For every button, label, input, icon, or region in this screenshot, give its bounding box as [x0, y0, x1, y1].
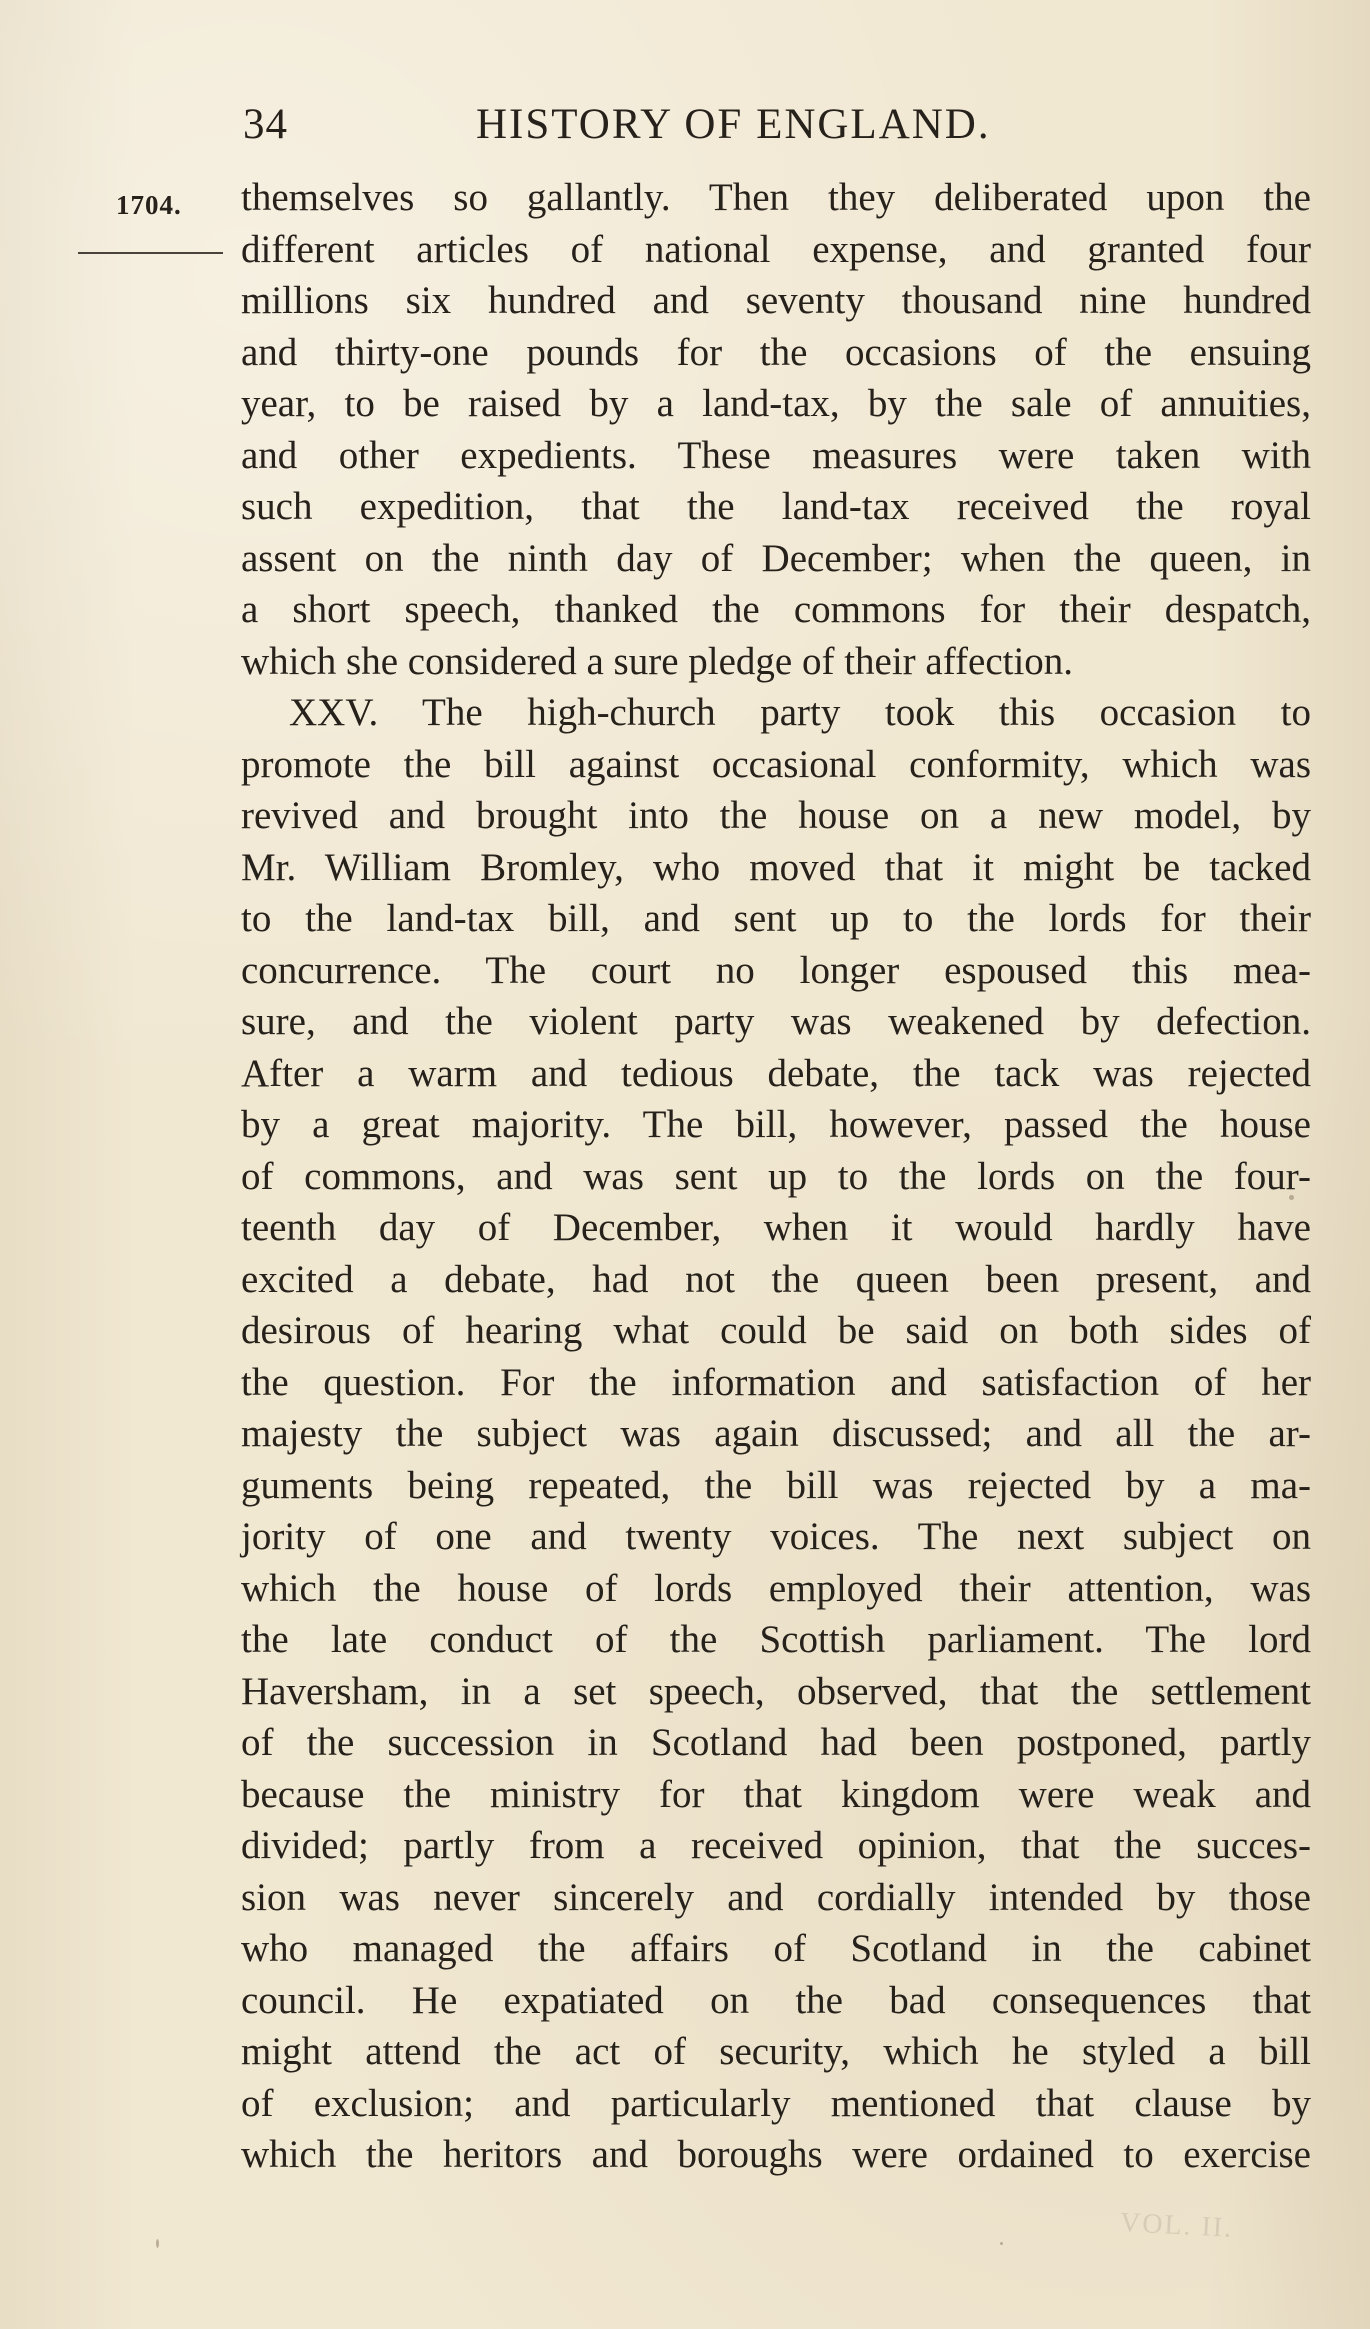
text-line: sion was never sincerely and cordially intended by those — [241, 1875, 1311, 1919]
text-line: which she considered a sure pledge of their affection. — [241, 639, 1074, 683]
text-line: Mr. William Bromley, who moved that it might be tacked — [241, 845, 1311, 889]
text-line: different articles of national expense, and granted four — [241, 227, 1311, 271]
text-line: might attend the act of security, which he styled a bill — [241, 2030, 1311, 2073]
text-line: the question. For the information and satisfaction of her — [241, 1360, 1311, 1404]
text-line: millions six hundred and seventy thousand nine hundred — [241, 279, 1311, 322]
text-line: which the heritors and boroughs were ordained to exercise — [241, 2133, 1311, 2176]
text-line: revived and brought into the house on a new model, by — [241, 794, 1311, 837]
text-line: Haversham, in a set speech, observed, that the settlement — [241, 1669, 1311, 1713]
text-line: majesty the subject was again discussed; and all the ar- — [241, 1412, 1311, 1455]
paragraph-start-line: XXV. The high-church party took this occasion to — [289, 691, 1311, 734]
text-line: and thirty-one pounds for the occasions of the ensuing — [241, 330, 1311, 374]
text-line: a short speech, thanked the commons for their despatch, — [241, 588, 1311, 631]
margin-year: 1704. — [116, 190, 182, 220]
text-line: to the land-tax bill, and sent up to the lords for their — [241, 897, 1311, 940]
text-line: and other expedients. These measures were taken with — [241, 433, 1311, 477]
text-line: guments being repeated, the bill was rejected by a ma- — [241, 1463, 1311, 1507]
text-line: teenth day of December, when it would hardly have — [241, 1206, 1311, 1249]
text-line: jority of one and twenty voices. The next subject on — [241, 1515, 1311, 1558]
page-number: 34 — [243, 101, 288, 148]
text-line: of the succession in Scotland had been postponed, partly — [241, 1721, 1311, 1764]
paper-speck — [1000, 2242, 1003, 2245]
text-line: sure, and the violent party was weakened by defection. — [241, 1000, 1311, 1043]
text-line: After a warm and tedious debate, the tack was rejected — [241, 1051, 1311, 1095]
text-line: who managed the affairs of Scotland in the cabinet — [241, 1927, 1311, 1970]
text-line: themselves so gallantly. Then they deliberated upon the — [241, 176, 1311, 219]
text-line: promote the bill against occasional conformity, which was — [241, 742, 1311, 786]
text-line: by a great majority. The bill, however, passed the house — [241, 1103, 1311, 1146]
bleed-through: VOL. II. — [1119, 2207, 1234, 2244]
text-line: excited a debate, had not the queen been present, and — [241, 1257, 1311, 1301]
text-line: assent on the ninth day of December; when the queen, in — [241, 536, 1311, 580]
text-line: concurrence. The court no longer espoused this mea- — [241, 948, 1311, 992]
paper-speck — [1289, 1195, 1294, 1200]
text-line: desirous of hearing what could be said on both sides of — [241, 1309, 1311, 1352]
text-line: such expedition, that the land-tax received the royal — [241, 485, 1311, 528]
text-line: because the ministry for that kingdom were weak and — [241, 1772, 1311, 1816]
text-line: divided; partly from a received opinion, that the succes- — [241, 1824, 1311, 1867]
text-line: of commons, and was sent up to the lords on the four- — [241, 1154, 1311, 1198]
running-title: HISTORY OF ENGLAND. — [476, 101, 991, 148]
text-line: council. He expatiated on the bad consequences that — [241, 1978, 1311, 2022]
text-line: which the house of lords employed their attention, was — [241, 1566, 1311, 1610]
paper-speck — [156, 2239, 159, 2248]
text-line: year, to be raised by a land-tax, by the sale of annuities, — [241, 382, 1311, 425]
page-header — [243, 100, 1073, 160]
text-line: the late conduct of the Scottish parliament. The lord — [241, 1618, 1311, 1661]
body-text — [241, 172, 1311, 2181]
margin-rule — [78, 252, 223, 254]
text-line: of exclusion; and particularly mentioned that clause by — [241, 2081, 1311, 2125]
